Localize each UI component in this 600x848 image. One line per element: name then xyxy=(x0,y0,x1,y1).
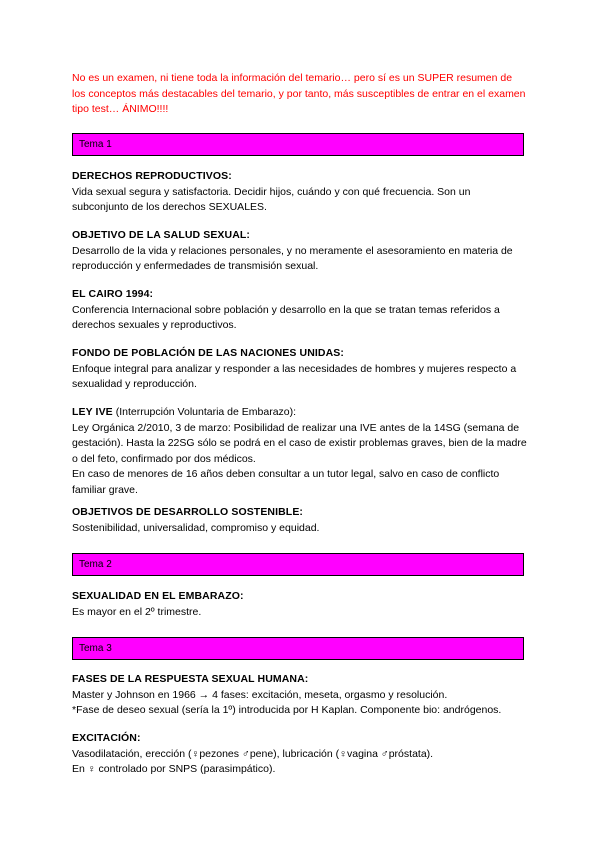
section-text: *Fase de deseo sexual (sería la 1º) introducida por H Kaplan. Componente bio: andrógenos. xyxy=(72,704,502,716)
section-heading: LEY IVE xyxy=(72,406,113,418)
intro-note: No es un examen, ni tiene toda la información del temario… pero sí es un SUPER resumen de los conceptos más destacables del temario, y por tanto, más susceptibles de entrar en el examen tipo test… ÁNIMO!!!! xyxy=(72,72,526,115)
section-text: Vasodilatación, erección (♀pezones ♂pene), lubricación (♀vagina ♂próstata). xyxy=(72,747,434,760)
section-ley-ive xyxy=(72,405,528,498)
tema-1-bar: Tema 1 xyxy=(72,133,524,156)
section-text: En caso de menores de 16 años deben consultar a un tutor legal, salvo en caso de conflicto familiar grave. xyxy=(72,468,500,496)
section-ods xyxy=(72,505,528,536)
section-derechos-reproductivos xyxy=(72,169,528,216)
section-el-cairo xyxy=(72,287,528,334)
section-text: Es mayor en el 2º trimestre. xyxy=(72,605,202,618)
section-excitacion xyxy=(72,731,528,778)
section-heading: FASES DE LA RESPUESTA SEXUAL HUMANA: xyxy=(72,673,309,685)
section-heading: FONDO DE POBLACIÓN DE LAS NACIONES UNIDAS: xyxy=(72,347,344,359)
section-text: Desarrollo de la vida y relaciones personales, y no meramente el asesoramiento en materia de reproducción y enfermedades de transmisión sexual. xyxy=(72,244,513,272)
section-text: Conferencia Internacional sobre población y desarrollo en la que se tratan temas referidos a derechos sexuales y reproductivos. xyxy=(72,303,500,331)
section-subheading: (Interrupción Voluntaria de Embarazo): xyxy=(112,406,297,418)
section-objetivo-salud-sexual xyxy=(72,228,528,275)
tema-3-bar: Tema 3 xyxy=(72,637,524,660)
section-heading: DERECHOS REPRODUCTIVOS: xyxy=(72,170,232,182)
section-heading: OBJETIVOS DE DESARROLLO SOSTENIBLE: xyxy=(72,506,304,518)
section-text: En ♀ controlado por SNPS (parasimpático). xyxy=(72,763,276,775)
section-heading: OBJETIVO DE LA SALUD SEXUAL: xyxy=(72,229,251,241)
section-fondo-poblacion xyxy=(72,346,528,393)
section-text: Vida sexual segura y satisfactoria. Decidir hijos, cuándo y con qué frecuencia. Son un subconjunto de los derechos SEXUALES. xyxy=(72,185,471,213)
section-fases-respuesta-sexual xyxy=(72,672,528,719)
tema-2-bar: Tema 2 xyxy=(72,553,524,576)
section-heading: EL CAIRO 1994: xyxy=(72,288,154,300)
section-text: Enfoque integral para analizar y responder a las necesidades de hombres y mujeres respecto a sexualidad y reproducción. xyxy=(72,362,517,390)
section-heading: EXCITACIÓN: xyxy=(72,732,141,744)
section-text: Sostenibilidad, universalidad, compromiso y equidad. xyxy=(72,521,320,534)
section-text: Master y Johnson en 1966 → 4 fases: excitación, meseta, orgasmo y resolución. xyxy=(72,688,448,701)
section-sexualidad-embarazo xyxy=(72,589,528,620)
section-heading: SEXUALIDAD EN EL EMBARAZO: xyxy=(72,590,244,602)
section-text: Ley Orgánica 2/2010, 3 de marzo: Posibilidad de realizar una IVE antes de la 14SG (semana de gestación). Hasta la 22SG sólo se podrá en el caso de existir problemas graves, bien de la madre o del feto, confirmado por dos médicos. xyxy=(72,421,527,465)
section-heading-line xyxy=(72,405,528,421)
